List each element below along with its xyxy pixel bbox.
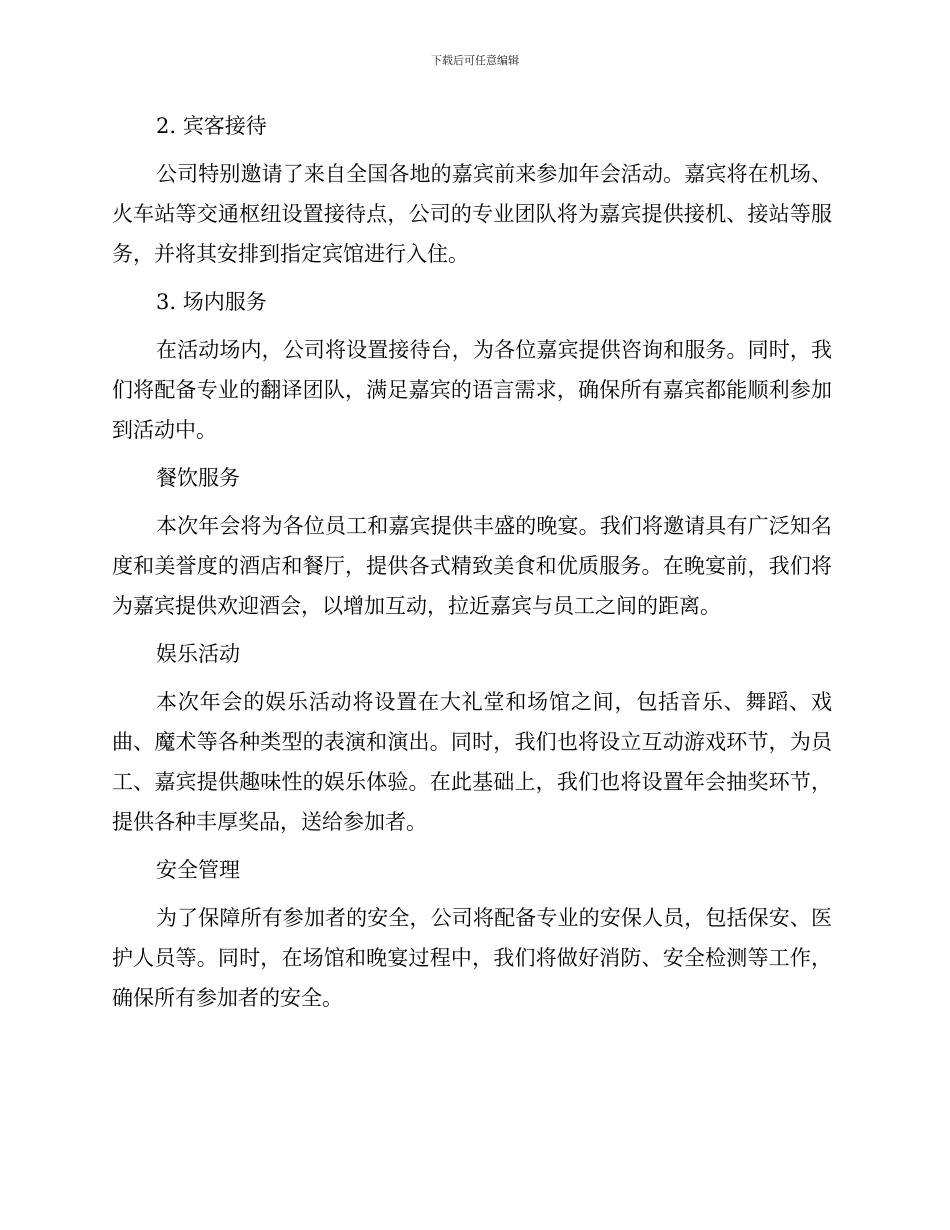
- section-paragraph-guest-reception: 公司特别邀请了来自全国各地的嘉宾前来参加年会活动。嘉宾将在机场、火车站等交通枢纽设置接待点，公司的专业团队将为嘉宾提供接机、接站等服务，并将其安排到指定宾馆进行入住。: [112, 162, 832, 266]
- document-body: [112, 110, 832, 1018]
- section-paragraph-catering: 本次年会将为各位员工和嘉宾提供丰盛的晚宴。我们将邀请具有广泛知名度和美誉度的酒店和餐厅，提供各式精致美食和优质服务。在晚宴前，我们将为嘉宾提供欢迎酒会，以增加互动，拉近嘉宾与员工之间的距离。: [112, 514, 832, 618]
- section-heading-entertainment: 娱乐活动: [156, 642, 240, 666]
- section-paragraph-security: 为了保障所有参加者的安全，公司将配备专业的安保人员，包括保安、医护人员等。同时，在场馆和晚宴过程中，我们将做好消防、安全检测等工作，确保所有参加者的安全。: [112, 906, 832, 1010]
- section-paragraph-entertainment: 本次年会的娱乐活动将设置在大礼堂和场馆之间，包括音乐、舞蹈、戏曲、魔术等各种类型的表演和演出。同时，我们也将设立互动游戏环节，为员工、嘉宾提供趣味性的娱乐体验。在此基础上，我们也将设置年会抽奖环节，提供各种丰厚奖品，送给参加者。: [112, 690, 832, 834]
- section-heading-guest-reception: 2. 宾客接待: [156, 114, 267, 138]
- section-paragraph-venue-service: 在活动场内，公司将设置接待台，为各位嘉宾提供咨询和服务。同时，我们将配备专业的翻译团队，满足嘉宾的语言需求，确保所有嘉宾都能顺利参加到活动中。: [112, 338, 832, 442]
- section-heading-security: 安全管理: [156, 858, 240, 882]
- section-heading-venue-service: 3. 场内服务: [156, 290, 267, 314]
- page-header-note: 下载后可任意编辑: [431, 54, 519, 67]
- section-heading-catering: 餐饮服务: [156, 466, 240, 490]
